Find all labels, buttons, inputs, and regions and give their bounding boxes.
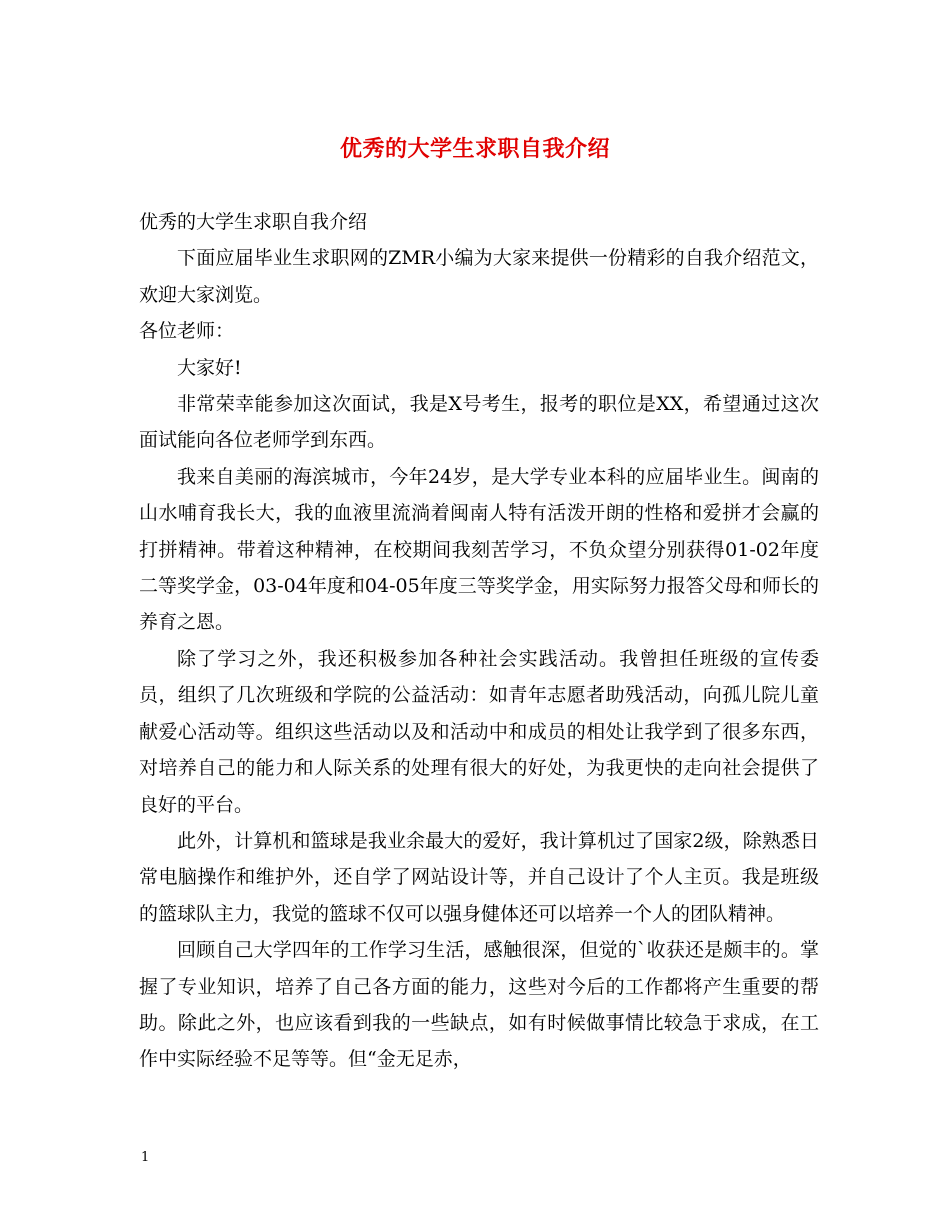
document-body — [139, 204, 819, 1078]
paragraph-intro: 下面应届毕业生求职网的ZMR小编为大家来提供一份精彩的自我介绍范文，欢迎大家浏览。 — [139, 247, 819, 306]
paragraph-activities: 除了学习之外，我还积极参加各种社会实践活动。我曾担任班级的宣传委员，组织了几次班级和学院的公益活动：如青年志愿者助残活动，向孤儿院儿童献爱心活动等。组织这些活动以及和活动中和成员的相处让我学到了很多东西，对培养自己的能力和人际关系的处理有很大的好处，为我更快的走向社会提供了良好的平台。 — [139, 647, 819, 816]
paragraph-salutation: 各位老师： — [139, 320, 235, 343]
paragraph-background: 我来自美丽的海滨城市，今年24岁，是大学专业本科的应届毕业生。闽南的山水哺育我长大，我的血液里流淌着闽南人特有活泼开朗的性格和爱拼才会赢的打拼精神。带着这种精神，在校期间我刻苦学习，不负众望分别获得01-02年度二等奖学金，03-04年度和04-05年度三等奖学金，用实际努力报答父母和师长的养育之恩。 — [139, 465, 819, 634]
document-title: 优秀的大学生求职自我介绍 — [339, 136, 610, 162]
paragraph-heading: 优秀的大学生求职自我介绍 — [139, 211, 368, 233]
paragraph-reflection: 回顾自己大学四年的工作学习生活，感触很深，但觉的`收获还是颇丰的。掌握了专业知识，培养了自己各方面的能力，这些对今后的工作都将产生重要的帮助。除此之外，也应该看到我的一些缺点，如有时候做事情比较急于求成，在工作中实际经验不足等等。但“金无足赤， — [139, 939, 819, 1071]
paragraph-opening: 非常荣幸能参加这次面试，我是X号考生，报考的职位是XX，希望通过这次面试能向各位老师学到东西。 — [139, 393, 819, 452]
paragraph-greeting: 大家好! — [177, 356, 242, 379]
page-number: 1 — [141, 1150, 150, 1165]
paragraph-hobbies: 此外，计算机和篮球是我业余最大的爱好，我计算机过了国家2级，除熟悉日常电脑操作和维护外，还自学了网站设计等，并自己设计了个人主页。我是班级的篮球队主力，我觉的篮球不仅可以强身健体还可以培养一个人的团队精神。 — [139, 829, 819, 925]
